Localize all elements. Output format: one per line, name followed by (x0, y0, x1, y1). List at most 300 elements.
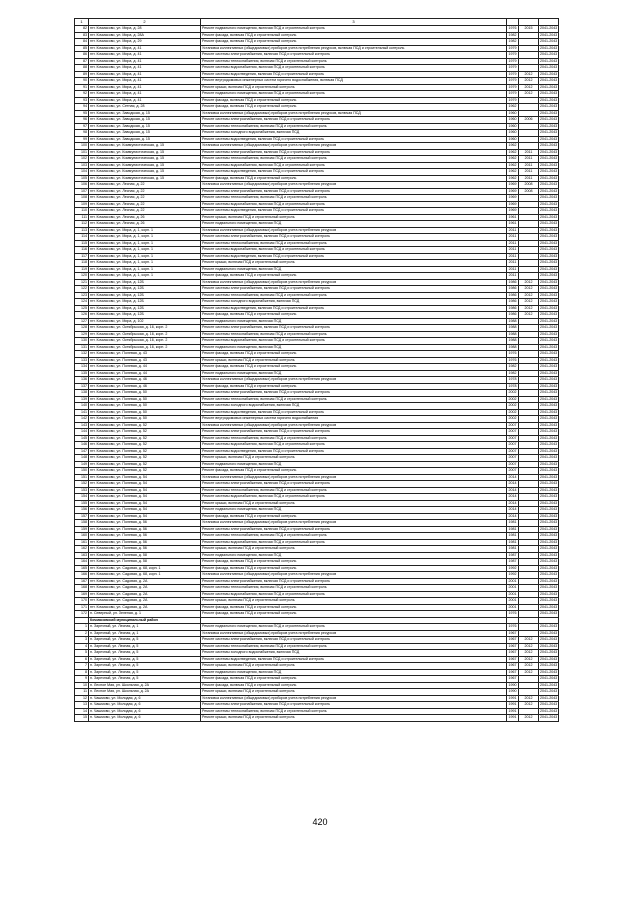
table-cell: 1969 (508, 188, 517, 193)
capital-repair-table (74, 18, 559, 722)
table-cell: 1981 (508, 520, 517, 524)
table-cell: пгт. Кочмасово, ул. Садовая, д. 2А (89, 578, 201, 585)
table-cell: 2002 (508, 416, 517, 420)
table-cell: 2041-2043 (540, 695, 558, 700)
table-cell: Ремонт системы водоотведения, включая ПСД и строительный контроль (201, 71, 507, 78)
table-cell: 2041-2043 (540, 188, 558, 193)
table-cell: 2012 (519, 637, 539, 644)
table-cell: п. Заречный, ул. Лесная, д. 5 (89, 656, 201, 663)
table-cell: 11 (75, 689, 89, 696)
table-cell: 88 (75, 65, 89, 72)
table-cell: 1982 (508, 364, 517, 368)
table-cell: 141 (75, 409, 89, 416)
table-cell: 1978 (508, 377, 517, 381)
table-cell: Ремонт крыши, включая ПСД и строительный контроль (201, 598, 507, 605)
table-cell: 2041-2043 (540, 104, 558, 108)
table-cell: пгт. Кочмасово, ул. Коммунистическая, д. 15 (89, 162, 201, 169)
table-cell: пгт. Кочмасово, ул. Заводская, д. 15 (89, 123, 201, 130)
table-cell: пгт. Кочмасово, ул. Полевая, д. 54 (89, 487, 201, 494)
table-cell: Ремонт крыши, включая ПСД и строительный контроль (201, 84, 507, 91)
table-cell: пгт. Кочмасово, ул. Полевая, д. 56 (89, 533, 201, 540)
table-cell: 101 (75, 149, 89, 156)
table-cell: 2041-2043 (540, 487, 558, 492)
table-cell: 131 (75, 344, 89, 351)
table-cell: 2011 (519, 156, 539, 163)
table-cell: Ремонт системы теплоснабжения, включая ПСД и строительный контроль (201, 487, 507, 494)
table-cell: Ремонт системы электроснабжения, включая ПСД и строительный контроль (201, 526, 507, 533)
table-cell: 1967 (508, 643, 517, 648)
table-cell: 2041-2043 (540, 650, 558, 654)
table-cell: 165 (75, 565, 89, 572)
table-cell: 2001 (508, 604, 517, 609)
table-cell: Ремонт фасада, включая ПСД и строительный контроль (201, 468, 507, 475)
table-cell: п. Заречный, ул. Лесная, д. 5 (89, 650, 201, 657)
table-cell: пгт. Кочмасово, ул. Октябрьская, д. 16, корп. 2 (89, 344, 201, 351)
table-cell: 92 (75, 91, 89, 98)
table-cell: 2041-2043 (540, 117, 558, 121)
table-cell: пгт. Кочмасово, ул. Коммунистическая, д. 15 (89, 169, 201, 176)
table-cell: 1979 (508, 45, 517, 50)
table-cell: пгт. Кочмасово, ул. Полевая, д. 50 (89, 409, 201, 416)
table-cell: 2041-2043 (540, 637, 558, 641)
table-cell: пгт. Кочмасово, ул. Полевая, д. 58 (89, 559, 201, 566)
table-cell: 15 (75, 715, 89, 722)
table-cell: Ремонт крыши, включая ПСД и строительный контроль (201, 357, 507, 364)
table-cell: 1979 (508, 91, 517, 95)
table-cell: Ремонт подвального помещения, включая ПСД и строительный контроль (201, 26, 507, 33)
table-cell: 1991 (508, 715, 517, 719)
table-cell: пгт. Кочмасово, ул. Садовая, д. 2А (89, 591, 201, 598)
table-cell: 2015 (519, 26, 539, 33)
table-cell: 1967 (508, 669, 517, 674)
table-cell: 147 (75, 448, 89, 455)
table-cell: 2041-2043 (540, 65, 558, 69)
table-cell: пгт. Кочмасово, ул. Мира, д. 1, корп. 1 (89, 273, 201, 280)
table-cell: Ремонт системы водоотведения, включая ПСД и строительный контроль (201, 305, 507, 312)
table-cell: 2041-2043 (540, 539, 558, 544)
table-cell: Установка коллективных (общедомовых) приборов учета потребления ресурсов (201, 227, 507, 234)
table-cell: пгт. Кочмасово, ул. Мира, д. 28 (89, 26, 201, 33)
table-cell: 1976 (508, 26, 517, 30)
table-cell: 2041-2043 (540, 344, 558, 349)
table-cell: Ремонт подвального помещения, включая ПСД (201, 461, 507, 468)
table-cell: 2041-2043 (540, 377, 558, 381)
table-cell: 2014 (508, 494, 517, 498)
table-cell: 97 (75, 123, 89, 130)
table-cell: пгт. Кочмасово, ул. Лесная, д. 22 (89, 208, 201, 215)
table-cell: Ремонт фасада, включая ПСД и строительный контроль (201, 312, 507, 319)
table-cell: 2011 (519, 149, 539, 156)
table-cell: 2041-2043 (540, 643, 558, 648)
table-cell: 162 (75, 546, 89, 553)
table-cell: 3 (75, 637, 89, 644)
table-cell: Ремонт системы холодного водоснабжения, включая ПСД (201, 130, 507, 137)
table-cell: пгт. Кочмасово, ул. Мира, д. 1, корп. 1 (89, 247, 201, 254)
table-cell: 2041-2043 (540, 58, 558, 63)
table-cell: 2011 (519, 169, 539, 176)
table-cell: пгт. Кочмасово, ул. Полевая, д. 46 (89, 383, 201, 390)
table-cell: 13 (75, 702, 89, 709)
table-cell: Ремонт фасада, включая ПСД и строительный контроль (201, 604, 507, 611)
table-cell: 1986 (508, 299, 517, 303)
table-cell: 2007 (508, 429, 517, 433)
table-cell: 1979 (508, 78, 517, 82)
table-cell: пгт. Кочмасово, ул. Полевая, д. 58 (89, 552, 201, 559)
table-cell: 134 (75, 364, 89, 371)
table-cell: 1976 (508, 357, 517, 362)
table-cell: 2041-2043 (540, 247, 558, 251)
table-cell: Ремонт подвального помещения, включая ПСД и строительный контроль (201, 91, 507, 98)
table-cell: Ремонт системы холодного водоснабжения, включая ПСД (201, 403, 507, 410)
table-cell: Ремонт системы водоснабжения, включая ПСД и строительный контроль (201, 442, 507, 449)
table-cell: 2014 (508, 487, 517, 492)
table-cell: 2041-2043 (540, 474, 558, 479)
table-cell: 2001 (508, 598, 517, 602)
table-cell: Ремонт фасада, включая ПСД и строительный контроль (201, 351, 507, 358)
table-cell: 2041-2043 (540, 598, 558, 602)
table-cell: 98 (75, 130, 89, 137)
table-cell: 115 (75, 240, 89, 247)
table-cell: 2041-2043 (540, 370, 558, 375)
table-cell: 2041-2043 (540, 305, 558, 310)
table-cell: 2011 (507, 266, 519, 273)
table-cell: 2041-2043 (540, 318, 558, 323)
table-cell: 1986 (508, 312, 517, 316)
table-cell: пгт. Кочмасово, ул. Мира, д. 102 (89, 318, 201, 325)
table-cell: Ремонт системы теплоснабжения, включая ПСД и строительный контроль (201, 708, 507, 715)
table-cell: Установка коллективных (общедомовых) приборов учета потребления ресурсов, включая ПСД и строительный контроль (201, 45, 507, 52)
header-cell: 1 (75, 19, 89, 26)
table-cell: 1986 (508, 305, 517, 310)
table-cell: 2041-2043 (540, 182, 558, 186)
table-cell: 119 (75, 266, 89, 273)
table-cell: 2041-2043 (540, 97, 558, 102)
table-cell: 1969 (508, 201, 517, 206)
table-cell: 2041-2043 (540, 624, 558, 628)
table-cell: 2041-2043 (540, 468, 558, 472)
table-cell: 1967 (508, 650, 517, 654)
header-cell: 3 (201, 19, 507, 26)
table-cell: 95 (75, 110, 89, 117)
table-cell: 127 (75, 318, 89, 325)
table-cell: 2012 (519, 78, 539, 85)
table-cell: пгт. Кочмасово, ул. Мира, д. 28А (89, 32, 201, 39)
table-cell: пгт. Кочмасово, ул. Полевая, д. 50 (89, 416, 201, 423)
table-cell: 2041-2043 (540, 201, 558, 206)
table-cell: 130 (75, 338, 89, 345)
table-cell: 113 (75, 227, 89, 234)
table-cell: 2012 (519, 71, 539, 78)
table-cell: п. Заречный, ул. Лесная, д. 5 (89, 663, 201, 670)
table-cell: 1960 (508, 130, 517, 134)
table-cell: 2041-2043 (540, 149, 558, 154)
table-cell: 2041-2043 (540, 520, 558, 524)
table-cell: 2041-2043 (540, 364, 558, 368)
table-cell: 1969 (508, 208, 517, 212)
table-cell: 2041-2043 (540, 156, 558, 160)
table-cell: 1991 (508, 708, 517, 713)
table-cell: пгт. Кочмасово, ул. Мира, д. 12Б (89, 312, 201, 319)
table-cell: 2041-2043 (540, 708, 558, 713)
table-cell: 2012 (519, 715, 539, 722)
table-cell: 2041-2043 (540, 422, 558, 427)
table-cell: Ремонт фасада, включая ПСД и строительный контроль (201, 611, 507, 618)
table-cell: 2007 (508, 448, 517, 453)
table-cell: пгт. Кочмасово, ул. Коммунистическая, д. 15 (89, 149, 201, 156)
table-cell: 1976 (508, 611, 517, 615)
table-cell: 2012 (519, 91, 539, 98)
table-cell: 146 (75, 442, 89, 449)
table-cell: Ремонт системы водоотведения, включая ПСД и строительный контроль (201, 409, 507, 416)
table-cell: Ремонт крыши, включая ПСД и строительный контроль (201, 260, 507, 267)
table-cell: Ремонт фасада, включая ПСД и строительный контроль (201, 565, 507, 572)
table-cell: Ремонт системы электроснабжения, включая ПСД и строительный контроль (201, 286, 507, 293)
table-cell: 1960 (508, 117, 517, 121)
table-cell: пгт. Кочмасово, ул. Октябрьская, д. 16, корп. 2 (89, 325, 201, 332)
table-cell: пгт. Кочмасово, ул. Садовая, д. 2А (89, 598, 201, 605)
table-cell: Ремонт подвального помещения, включая ПСД (201, 221, 507, 228)
table-cell: 2041-2043 (540, 299, 558, 303)
table-cell: 140 (75, 403, 89, 410)
table-cell: 2011 (507, 260, 519, 267)
table-cell: 1986 (508, 286, 517, 290)
table-cell: 93 (75, 97, 89, 104)
table-cell: 1988 (508, 331, 517, 336)
table-cell: 1982 (508, 32, 517, 37)
table-cell: 94 (75, 104, 89, 111)
table-cell: 170 (75, 598, 89, 605)
table-cell: 2041-2043 (540, 715, 558, 719)
table-cell: 1962 (508, 169, 517, 173)
table-cell: 2041-2043 (540, 682, 558, 687)
table-cell: 2041-2043 (540, 331, 558, 336)
table-cell: 2002 (508, 403, 517, 407)
header-cell (507, 19, 519, 26)
table-cell: 1987 (508, 552, 517, 557)
table-cell: 2041-2043 (540, 591, 558, 596)
table-cell: 99 (75, 136, 89, 143)
table-cell: 6 (75, 656, 89, 663)
table-cell: 2014 (508, 500, 517, 505)
table-cell: 169 (75, 591, 89, 598)
table-cell: 1979 (508, 58, 517, 63)
table-cell: 2012 (519, 663, 539, 670)
table-cell: 126 (75, 312, 89, 319)
table-cell: 1991 (508, 702, 517, 706)
table-cell: пгт. Кочмасово, ул. Октябрьская, д. 16, корп. 2 (89, 338, 201, 345)
table-cell: 148 (75, 455, 89, 462)
table-cell: пгт. Кочмасово, ул. Полевая, д. 56 (89, 526, 201, 533)
table-cell: Ремонт фасада, включая ПСД и строительный контроль (201, 97, 507, 104)
table-cell: Ремонт системы теплоснабжения, включая ПСД и строительный контроль (201, 643, 507, 650)
table-cell: пгт. Кочмасово, ул. Полевая, д. 56 (89, 520, 201, 527)
table-cell: 2012 (519, 279, 539, 286)
table-cell: 2041-2043 (540, 234, 558, 238)
table-cell: 171 (75, 604, 89, 611)
table-cell: 90 (75, 78, 89, 85)
table-cell: Ремонт системы электроснабжения, включая ПСД и строительный контроль (201, 481, 507, 488)
table-cell: пгт. Кочмасово, ул. Мира, д. 1, корп. 1 (89, 227, 201, 234)
table-cell: 1961 (508, 221, 517, 225)
table-cell: 107 (75, 188, 89, 195)
table-cell: 2007 (508, 442, 517, 446)
table-cell: 129 (75, 331, 89, 338)
table-cell: Ремонт фасада, включая ПСД и строительный контроль (201, 682, 507, 689)
table-cell: 1988 (508, 318, 517, 323)
table-cell: Установка коллективных (общедомовых) приборов учета потребления ресурсов (201, 422, 507, 429)
table-cell: Ремонт крыши, включая ПСД и строительный контроль (201, 715, 507, 722)
table-cell: Установка коллективных (общедомовых) приборов учета потребления ресурсов (201, 630, 507, 637)
table-cell: 2041-2043 (540, 169, 558, 173)
table-cell: Ремонт системы теплоснабжения, включая ПСД и строительный контроль (201, 195, 507, 202)
table-cell: пгт. Кочмасово, ул. Мира, д. 41 (89, 84, 201, 91)
table-cell: пгт. Кочмасово, ул. Полевая, д. 52 (89, 429, 201, 436)
table-cell: Ремонт системы теплоснабжения, включая ПСД и строительный контроль (201, 123, 507, 130)
table-cell: Ремонт крыши, включая ПСД и строительный контроль (201, 455, 507, 462)
table-cell: Ремонт системы водоснабжения, включая ПСД и строительный контроль (201, 539, 507, 546)
table-cell: 2041-2043 (540, 559, 558, 563)
table-cell: Ремонт подвального помещения, включая ПСД (201, 507, 507, 514)
table-cell: 1981 (508, 546, 517, 550)
table-cell: Ремонт системы водоотведения, включая ПСД и строительный контроль (201, 448, 507, 455)
table-cell: 1986 (508, 279, 517, 284)
table-cell: Установка коллективных (общедомовых) приборов учета потребления ресурсов (201, 474, 507, 481)
table-cell: 2041-2043 (540, 32, 558, 37)
table-cell: Ремонт подвального помещения, включая ПСД и строительный контроль (201, 624, 507, 631)
table-cell: Ремонт системы теплоснабжения, включая ПСД и строительный контроль (201, 292, 507, 299)
table-cell: п. Заречный, ул. Лесная, д. 1 (89, 624, 201, 631)
table-cell: п. Заречный, ул. Лесная, д. 5 (89, 676, 201, 683)
table-cell: пгт. Кочмасово, ул. Полевая, д. 56 (89, 546, 201, 553)
table-cell: Ремонт системы теплоснабжения, включая ПСД и строительный контроль (201, 396, 507, 403)
table-cell: 2041-2043 (540, 513, 558, 518)
table-cell: 124 (75, 299, 89, 306)
table-cell: 1979 (508, 52, 517, 56)
table-cell: 1967 (508, 656, 517, 661)
table-cell: 2012 (519, 312, 539, 319)
table-cell: 102 (75, 156, 89, 163)
table-cell: Ремонт системы водоотведения, включая ПСД и строительный контроль (201, 656, 507, 663)
table-cell: 2007 (508, 435, 517, 440)
table-cell: 1991 (508, 695, 517, 700)
table-cell: Ремонт фасада, включая ПСД и строительный контроль (201, 559, 507, 566)
table-cell: 150 (75, 468, 89, 475)
table-cell: 84 (75, 39, 89, 46)
table-cell: пгт. Кочмасово, ул. Мира, д. 41 (89, 52, 201, 59)
table-cell: Ремонт системы водоотведения, включая ПСД и строительный контроль (201, 253, 507, 260)
table-cell: 133 (75, 357, 89, 364)
table-cell: Ремонт крыши, включая ПСД и строительный контроль (201, 663, 507, 670)
table-cell: 2006 (519, 117, 539, 124)
table-cell: пгт. Кочмасово, ул. Мира, д. 12Б (89, 305, 201, 312)
table-cell: 2041-2043 (540, 435, 558, 440)
table-cell: 172 (75, 611, 89, 618)
table-cell: пгт. Кочмасово, ул. Полевая, д. 44 (89, 370, 201, 377)
table-cell: 168 (75, 585, 89, 592)
table-cell: 1990 (508, 689, 517, 693)
table-cell: 82 (75, 26, 89, 33)
table-cell: 154 (75, 494, 89, 501)
table-cell: 2012 (519, 695, 539, 702)
table-cell: 91 (75, 84, 89, 91)
table-cell: 137 (75, 383, 89, 390)
table-cell: 2041-2043 (540, 416, 558, 420)
table-cell: Ремонт системы водоотведения, включая ПСД и строительный контроль (201, 208, 507, 215)
table-cell: пгт. Кочмасово, ул. Мира, д. 12Б (89, 299, 201, 306)
table-cell: пгт. Кочмасово, ул. Полевая, д. 52 (89, 442, 201, 449)
table-cell: 2012 (519, 656, 539, 663)
table-cell: пгт. Кочмасово, ул. Мира, д. 41 (89, 45, 201, 52)
table-cell: 2041-2043 (540, 565, 558, 570)
table-cell: Ремонт крыши, включая ПСД и строительный контроль (201, 546, 507, 553)
table-cell: 1962 (508, 175, 517, 180)
table-cell: 2002 (508, 409, 517, 414)
table-cell: 2012 (519, 299, 539, 306)
table-cell: 1969 (508, 195, 517, 199)
table-cell: 1986 (508, 292, 517, 297)
table-cell: 159 (75, 526, 89, 533)
table-cell: Ремонт системы электроснабжения, включая ПСД и строительный контроль (201, 234, 507, 241)
table-cell: пгт. Кочмасово, ул. Лесная, д. 22 (89, 201, 201, 208)
table-cell: 86 (75, 52, 89, 59)
table-cell: 2041-2043 (540, 507, 558, 511)
table-cell: 106 (75, 182, 89, 189)
table-cell: 2041-2043 (540, 227, 558, 232)
table-cell: пгт. Кочмасово, ул. Коммунистическая, д. 15 (89, 175, 201, 182)
table-cell: 103 (75, 162, 89, 169)
table-cell: 117 (75, 253, 89, 260)
table-cell: пгт. Кочмасово, ул. Мира, д. 12Б (89, 279, 201, 286)
table-cell: 1987 (508, 559, 517, 563)
table-cell: 2012 (519, 669, 539, 676)
table-cell: Ремонт системы теплоснабжения, включая ПСД и строительный контроль (201, 331, 507, 338)
table-cell: Ремонт системы электроснабжения, включая ПСД и строительный контроль (201, 702, 507, 709)
table-cell: 2041-2043 (540, 123, 558, 128)
table-cell: Ремонт системы водоснабжения, включая ПСД и строительный контроль (201, 162, 507, 169)
table-cell: 2041-2043 (540, 552, 558, 557)
table-cell: 100 (75, 143, 89, 150)
table-cell: 2007 (508, 468, 517, 472)
table-cell: 2041-2043 (540, 78, 558, 82)
table-cell: п. Чашмово, ул. Молодая, д. 6 (89, 695, 201, 702)
table-cell: 2041-2043 (540, 39, 558, 43)
table-cell: пгт. Кочмасово, ул. Сетная, д. 28 (89, 104, 201, 111)
table-cell: 87 (75, 58, 89, 65)
table-cell: пгт. Кочмасово, ул. Садовая, д. 68, корп. 1 (89, 572, 201, 579)
table-cell: 2041-2043 (540, 84, 558, 89)
table-cell: Ремонт внутридомовых инженерных систем горячего водоснабжения, включая ПСД (201, 78, 507, 85)
table-cell: Ремонт фасада, включая ПСД и строительный контроль (201, 104, 507, 111)
table-cell: 2041-2043 (540, 260, 558, 264)
table-cell: Ремонт системы теплоснабжения, включая ПСД и строительный контроль (201, 156, 507, 163)
table-cell: пгт. Кочмасово, ул. Полевая, д. 54 (89, 474, 201, 481)
table-cell: пгт. Кочмасово, ул. Полевая, д. 52 (89, 448, 201, 455)
table-cell: 155 (75, 500, 89, 507)
table-cell: 2011 (519, 175, 539, 182)
table-cell: 2041-2043 (540, 143, 558, 147)
table-cell: Ремонт крыши, включая ПСД и строительный контроль (201, 689, 507, 696)
table-cell: пгт. Кочмасово, ул. Полевая, д. 52 (89, 422, 201, 429)
table-cell: 2041-2043 (540, 403, 558, 407)
table-cell: Ремонт системы водоснабжения, включая ПСД и строительный контроль (201, 65, 507, 72)
table-cell: 1979 (508, 65, 517, 69)
table-cell: 2012 (519, 286, 539, 293)
table-cell: 2041-2043 (540, 71, 558, 76)
table-cell: 2011 (507, 240, 519, 247)
table-cell: 142 (75, 416, 89, 423)
table-cell: 2041-2043 (540, 273, 558, 277)
table-cell: пгт. Кочмасово, ул. Мира, д. 29 (89, 39, 201, 46)
